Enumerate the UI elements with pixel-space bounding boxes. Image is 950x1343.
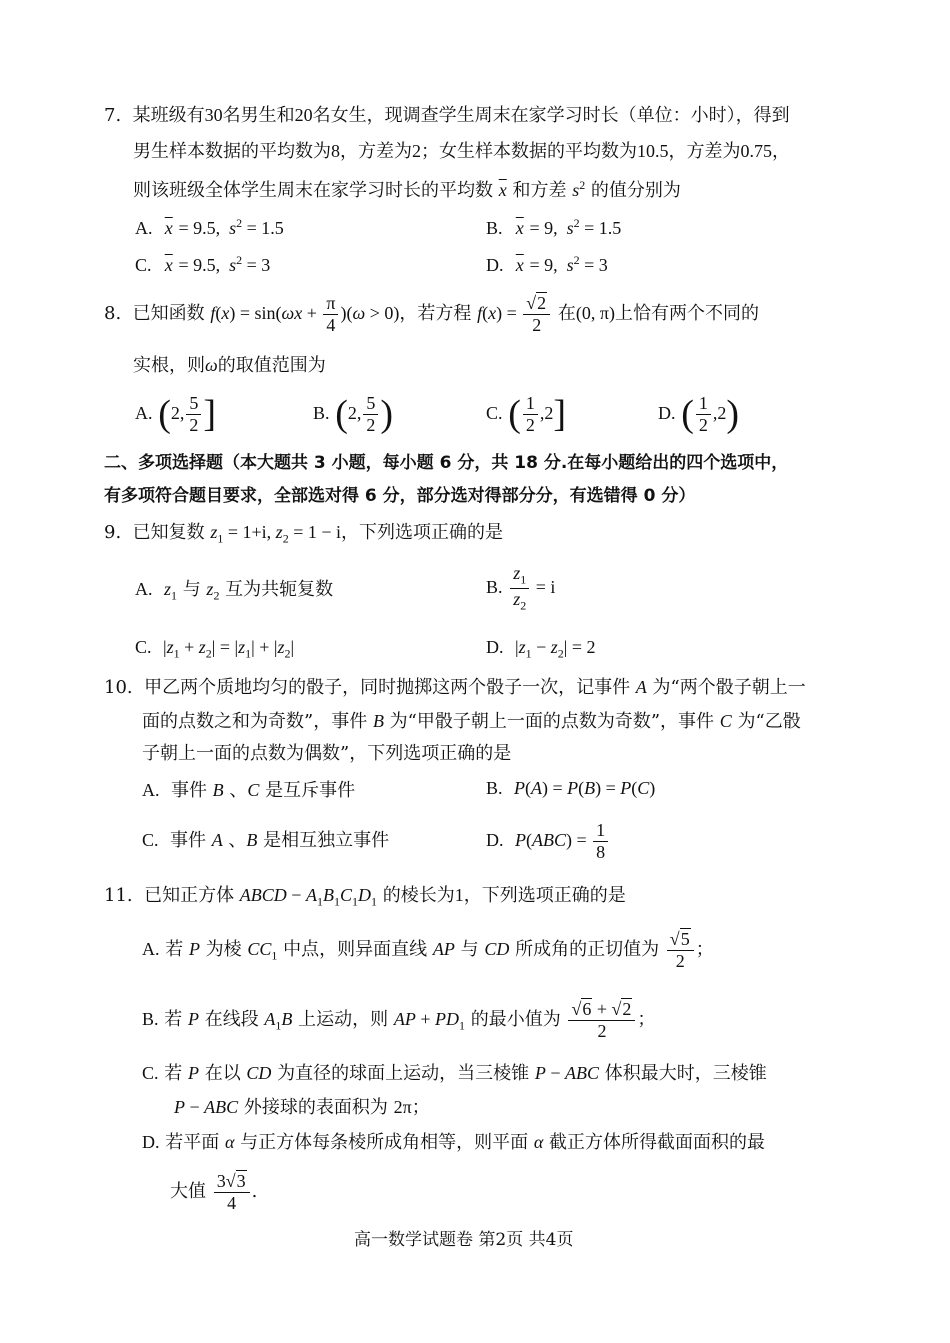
- section2-heading-line1: 二、多项选择题（本大题共 3 小题，每小题 6 分，共 18 分.在每小题给出的四个选项中，: [104, 453, 789, 473]
- q7-line2: 男生样本数据的平均数为8，方差为2；女生样本数据的平均数为10.5，方差为0.75，: [133, 141, 790, 162]
- q9-stem: 9. 已知复数 $z_1 = 1+i$, $z_2 = 1 - i$，下列选项正确的是: [104, 522, 503, 546]
- q11-option-c-line1: C. 若 P 在以 CD 为直径的球面上运动，当三棱锥 P − ABC 体积最大时，三棱锥: [142, 1063, 767, 1084]
- q11-option-d-line2: 大值 $\frac{3√3}{4}$ .: [170, 1170, 258, 1213]
- q9-option-c: C. $|z_1 + z_2| = |z_1| + |z_2|$: [135, 637, 295, 661]
- q8-line2: 实根，则ω的取值范围为: [133, 355, 326, 376]
- q10-line1: 10. 甲乙两个质地均匀的骰子，同时抛掷这两个骰子一次，记事件 A 为“两个骰子朝上一: [104, 677, 806, 698]
- q9-option-d: D. $|z_1 - z_2| = 2$: [486, 637, 596, 661]
- q7-option-a: A. $\overline{x} = 9.5$, $s^2 = 1.5$: [135, 216, 284, 238]
- q9-option-a: A. $z_1$ 与 $z_2$ 互为共轭复数: [135, 579, 334, 603]
- q8-option-a: A. (2, $\frac{5}{2}$ ]: [135, 392, 217, 435]
- q7-option-d: D. $\overline{x} = 9$, $s^2 = 3$: [486, 253, 608, 275]
- q10-line2: 面的点数之和为奇数”，事件 B 为“甲骰子朝上一面的点数为奇数”，事件 C 为“乙骰: [142, 711, 801, 732]
- q8-option-c: C. ( $\frac{1}{2}$ ,2]: [486, 392, 567, 435]
- page-footer: 高一数学试题卷 第2页 共4页: [354, 1230, 574, 1250]
- q11-option-c-line2: P − ABC 外接球的表面积为 2π；: [174, 1097, 430, 1118]
- q7-line1: 7. 某班级有30名男生和20名女生，现调查学生周末在家学习时长（单位：小时），得到: [104, 105, 790, 126]
- q8-option-b: B. (2, $\frac{5}{2}$ ): [313, 392, 394, 435]
- q10-option-d: D. P(ABC) = $\frac{1}{8}$: [486, 815, 610, 866]
- section2-heading-line2: 有多项符合题目要求，全部选对得 6 分，部分选对得部分分，有选错得 0 分）: [104, 486, 696, 506]
- q11-option-a: A. 若 P 为棱 $CC_1$ 中点，则异面直线 AP 与 CD 所成角的正切值为 $\frac{√5}{2}$ ；: [142, 928, 714, 971]
- q10-option-c: C. 事件 A 、B 是相互独立事件: [142, 830, 390, 851]
- q11-stem: 11. 已知正方体 ABCD − $A_1B_1C_1D_1$ 的棱长为1，下列选项正确的是: [104, 885, 626, 909]
- q11-option-b: B. 若 P 在线段 $A_1B$ 上运动，则 AP + $PD_1$ 的最小值为 $\frac{√6 + √2}{2}$ ；: [142, 998, 656, 1041]
- q8-option-d: D. ( $\frac{1}{2}$ ,2): [658, 392, 740, 435]
- q10-option-a: A. 事件 B 、C 是互斥事件: [142, 780, 356, 801]
- q10-option-b: B. P(A) = P(B) = P(C): [486, 778, 656, 798]
- q7-option-c: C. $\overline{x} = 9.5$, $s^2 = 3$: [135, 253, 271, 275]
- q8-line1: 8. 已知函数 f(x) = sin(ωx + $\frac{\pi}{4}$ )(ω > 0)，若方程 f(x) = $\frac{√2}{2}$ 在(0, π)上恰有两个不同的: [104, 292, 759, 335]
- q7-line3: 则该班级全体学生周末在家学习时长的平均数 $\overline{x}$ 和方差 $s^2$ 的值分别为: [133, 178, 681, 201]
- q9-option-b: B. $\frac{z_1}{z_2}$ = i: [486, 563, 556, 613]
- q11-option-d-line1: D. 若平面 α 与正方体每条棱所成角相等，则平面 α 截正方体所得截面面积的最: [142, 1132, 766, 1153]
- q7-option-b: B. $\overline{x} = 9$, $s^2 = 1.5$: [486, 216, 622, 238]
- q10-line3: 子朝上一面的点数为偶数”，下列选项正确的是: [142, 743, 512, 764]
